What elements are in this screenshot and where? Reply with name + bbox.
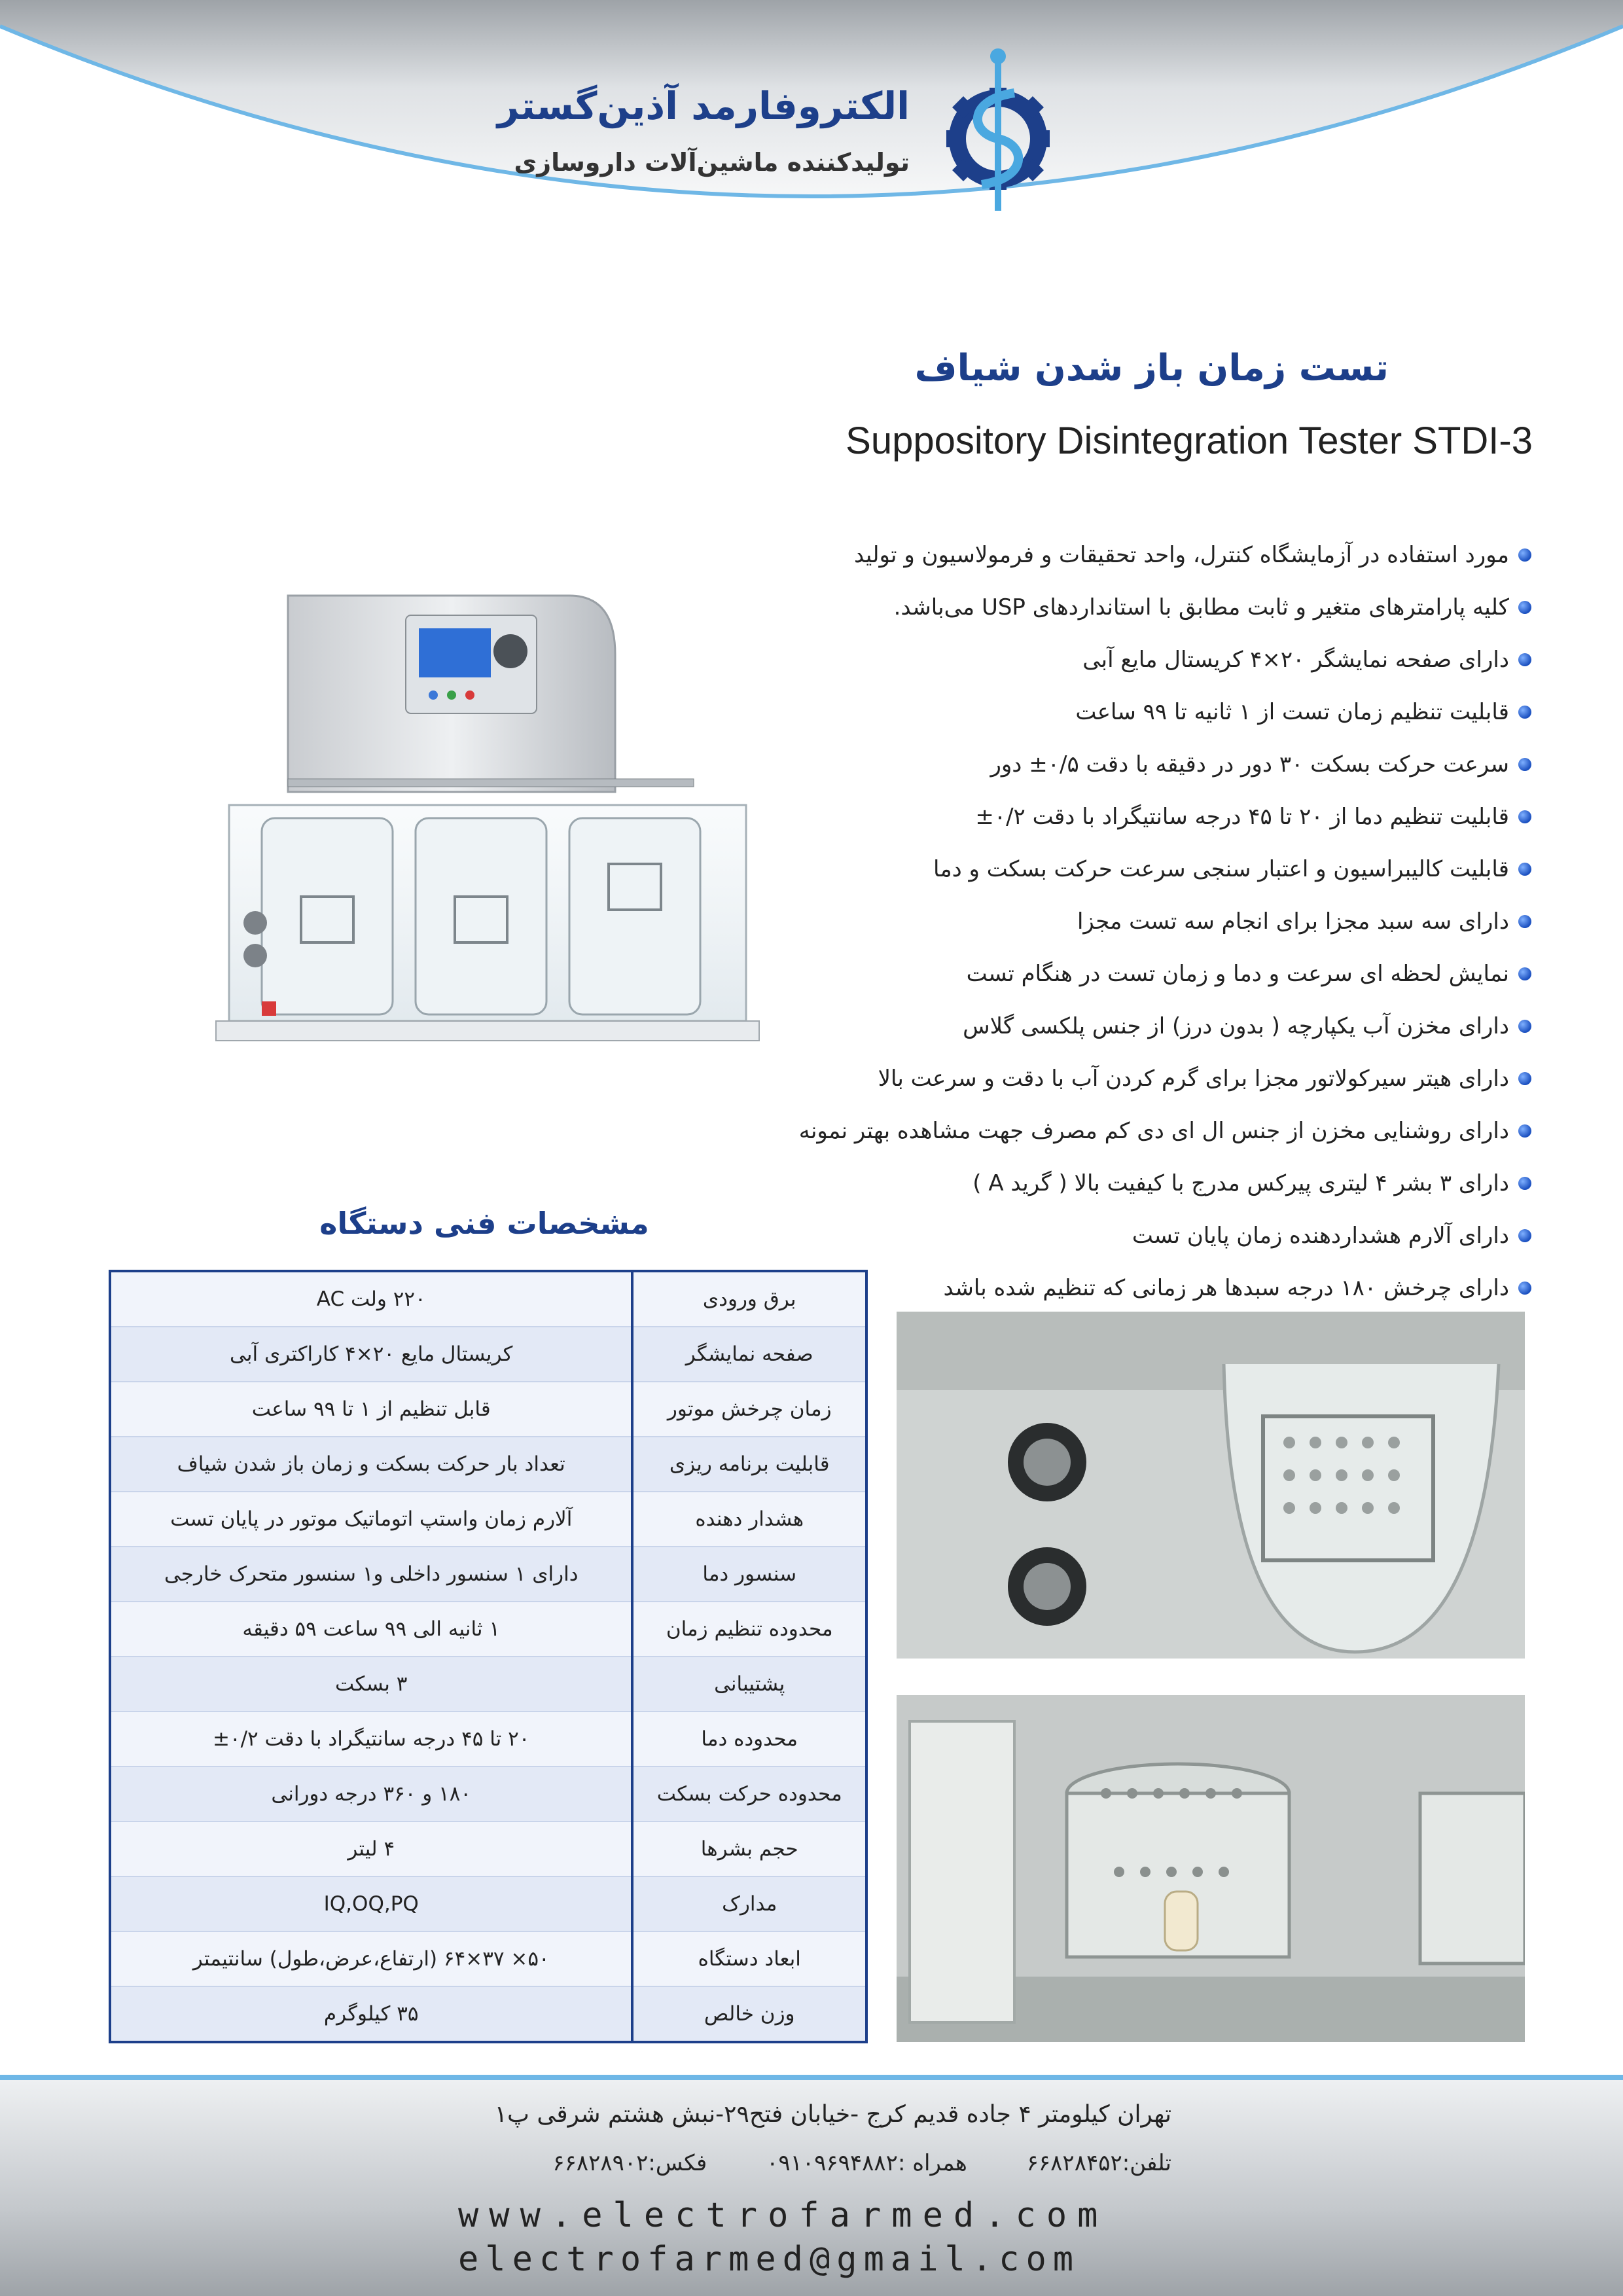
footer-contacts (500, 2150, 1171, 2176)
footer-address: تهران کیلومتر ۴ جاده قدیم کرج -خیابان فتح۲۹-نبش هشتم شرقی پ۱ (494, 2101, 1171, 2128)
header-banner (0, 0, 1623, 275)
spec-value: تعداد بار حرکت بسکت و زمان باز شدن شیاف (110, 1437, 632, 1492)
spec-value: ۵۰× ۳۷×۶۴ (ارتفاع،عرض،طول) سانتیمتر (110, 1931, 632, 1986)
product-title-english: Suppository Disintegration Tester STDI-3 (846, 420, 1533, 462)
feature-item: دارای چرخش ۱۸۰ درجه سبدها هر زمانی که تنظیم شده باشد (615, 1262, 1531, 1314)
table-row (110, 1327, 866, 1382)
bullet-icon (1518, 1177, 1531, 1190)
feature-item: نمایش لحظه ای سرعت و دما و زمان تست در هنگام تست (615, 948, 1531, 1000)
footer-website-link[interactable]: www.electrofarmed.com (458, 2196, 1109, 2235)
feature-item: دارای صفحه نمایشگر ۲۰×۴ کریستال مایع آبی (615, 634, 1531, 686)
table-row (110, 1767, 866, 1821)
bullet-icon (1518, 1124, 1531, 1138)
specs-table (109, 1270, 868, 2043)
spec-label: قابلیت برنامه ریزی (632, 1437, 866, 1492)
spec-value: قابل تنظیم از ۱ تا ۹۹ ساعت (110, 1382, 632, 1437)
bullet-icon (1518, 548, 1531, 562)
feature-item: دارای هیتر سیرکولاتور مجزا برای گرم کردن آب با دقت و سرعت بالا (615, 1052, 1531, 1105)
detail-photo-basket (897, 1695, 1525, 2042)
spec-label: وزن خالص (632, 1986, 866, 2042)
feature-item: دارای سه سبد مجزا برای انجام سه تست مجزا (615, 895, 1531, 948)
gear-caduceus-icon (942, 47, 1054, 217)
spec-value: ۴ لیتر (110, 1821, 632, 1876)
spec-value: ۲۲۰ ولت AC (110, 1271, 632, 1327)
bullet-icon (1518, 967, 1531, 980)
footer-fax: فکس:۶۶۸۲۸۹۰۲ (552, 2150, 707, 2176)
spec-label: سنسور دما (632, 1547, 866, 1602)
bullet-icon (1518, 758, 1531, 771)
table-row (110, 1382, 866, 1437)
bullet-icon (1518, 706, 1531, 719)
bullet-icon (1518, 863, 1531, 876)
spec-label: محدوده دما (632, 1712, 866, 1767)
footer-mobile: همراه :۰۹۱۰۹۶۹۴۸۸۲ (766, 2150, 967, 2176)
company-tagline: تولیدکننده ماشین‌آلات داروسازی (514, 148, 910, 177)
spec-value: کریستال مایع ۲۰×۴ کاراکتری آبی (110, 1327, 632, 1382)
feature-item: سرعت حرکت بسکت ۳۰ دور در دقیقه با دقت ۰/۵± دور (615, 738, 1531, 791)
feature-item: دارای روشنایی مخزن از جنس ال ای دی کم مصرف جهت مشاهده بهتر نمونه (615, 1105, 1531, 1157)
spec-label: محدوده تنظیم زمان (632, 1602, 866, 1657)
feature-item: دارای مخزن آب یکپارچه ( بدون درز) از جنس پلکسی گلاس (615, 1000, 1531, 1052)
feature-item: قابلیت تنظیم زمان تست از ۱ ثانیه تا ۹۹ ساعت (615, 686, 1531, 738)
feature-item: قابلیت کالیبراسیون و اعتبار سنجی سرعت حرکت بسکت و دما (615, 843, 1531, 895)
product-photo (190, 583, 779, 1080)
spec-label: صفحه نمایشگر (632, 1327, 866, 1382)
spec-value: IQ,OQ,PQ (110, 1876, 632, 1931)
spec-value: آلارم زمان واستپ اتوماتیک موتور در پایان تست (110, 1492, 632, 1547)
bullet-icon (1518, 1282, 1531, 1295)
table-row (110, 1492, 866, 1547)
spec-label: هشدار دهنده (632, 1492, 866, 1547)
feature-item: مورد استفاده در آزمایشگاه کنترل، واحد تحقیقات و فرمولاسیون و تولید (615, 529, 1531, 581)
bullet-icon (1518, 915, 1531, 928)
spec-value: ۳ بسکت (110, 1657, 632, 1712)
footer-email-link[interactable]: electrofarmed@gmail.com (458, 2240, 1080, 2279)
table-row (110, 1876, 866, 1931)
spec-label: حجم بشرها (632, 1821, 866, 1876)
table-row (110, 1657, 866, 1712)
table-row (110, 1271, 866, 1327)
table-row (110, 1821, 866, 1876)
bullet-icon (1518, 1020, 1531, 1033)
bullet-icon (1518, 1229, 1531, 1242)
bullet-icon (1518, 1072, 1531, 1085)
table-row (110, 1986, 866, 2042)
table-row (110, 1547, 866, 1602)
detail-photo-beaker (897, 1312, 1525, 1659)
table-row (110, 1712, 866, 1767)
spec-label: مدارک (632, 1876, 866, 1931)
footer-phone: تلفن:۶۶۸۲۸۴۵۲ (1026, 2150, 1171, 2176)
feature-item: دارای ۳ بشر ۴ لیتری پیرکس مدرج با کیفیت بالا ( گرید A ) (615, 1157, 1531, 1210)
feature-item: کلیه پارامترهای متغیر و ثابت مطابق با استانداردهای USP می‌باشد. (615, 581, 1531, 634)
spec-value: ۱ ثانیه الی ۹۹ ساعت ۵۹ دقیقه (110, 1602, 632, 1657)
table-row (110, 1602, 866, 1657)
spec-value: ۱۸۰ و ۳۶۰ درجه دورانی (110, 1767, 632, 1821)
company-name: الکتروفارمد آذین‌گستر (497, 84, 910, 128)
spec-label: زمان چرخش موتور (632, 1382, 866, 1437)
spec-label: محدوده حرکت بسکت (632, 1767, 866, 1821)
spec-value: ۲۰ تا ۴۵ درجه سانتیگراد با دقت ۰/۲± (110, 1712, 632, 1767)
feature-item: دارای آلارم هشداردهنده زمان پایان تست (615, 1210, 1531, 1262)
spec-label: پشتیبانی (632, 1657, 866, 1712)
spec-label: برق ورودی (632, 1271, 866, 1327)
specs-title: مشخصات فنی دستگاه (319, 1206, 649, 1241)
spec-label: ابعاد دستگاه (632, 1931, 866, 1986)
spec-value: ۳۵ کیلوگرم (110, 1986, 632, 2042)
table-row (110, 1931, 866, 1986)
bullet-icon (1518, 653, 1531, 666)
header-background (0, 0, 1623, 275)
table-row (110, 1437, 866, 1492)
bullet-icon (1518, 810, 1531, 823)
spec-value: دارای ۱ سنسور داخلی و۱ سنسور متحرک خارجی (110, 1547, 632, 1602)
product-title-persian: تست زمان باز شدن شیاف (914, 347, 1389, 389)
bullet-icon (1518, 601, 1531, 614)
feature-item: قابلیت تنظیم دما از ۲۰ تا ۴۵ درجه سانتیگراد با دقت ۰/۲± (615, 791, 1531, 843)
